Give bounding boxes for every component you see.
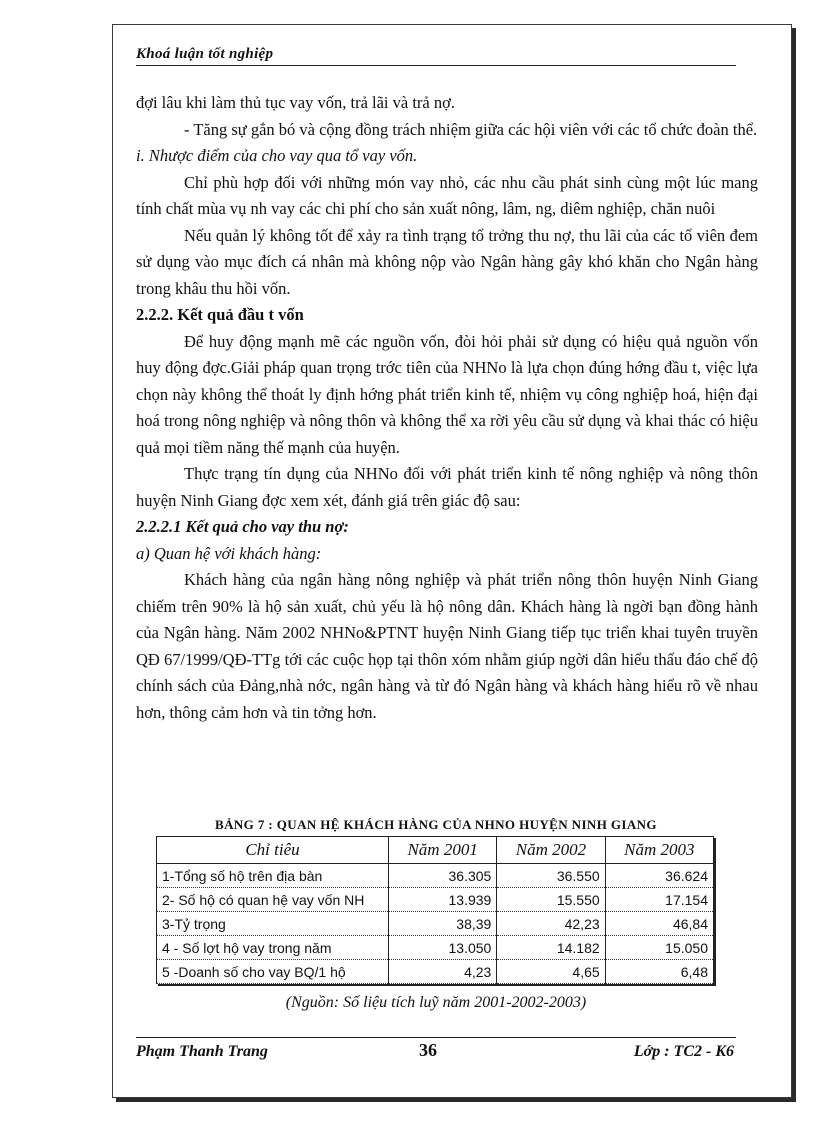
table-cell-value: 42,23 bbox=[497, 912, 605, 936]
table-row bbox=[157, 936, 714, 960]
table-header-cell: Năm 2002 bbox=[497, 837, 605, 864]
paragraph-7: Khách hàng của ngân hàng nông nghiệp và phát triển nông thôn huyện Ninh Giang chiếm trên 90% là hộ sản xuất, chủ yếu là hộ nông dân. Khách hàng là ngời bạn đồng hành của Ngân hàng. Năm 2002 NHNo&PTNT huyện Ninh Giang tiếp tục triển khai tuyên truyền QĐ 67/1999/QĐ-TTg tới các cuộc họp tại thôn xóm nhằm giúp ngời dân hiểu thấu đáo chế độ chính sách của Đảng,nhà nớc, ngân hàng và từ đó Ngân hàng và khách hàng hiểu rõ về nhau hơn, thông cảm hơn và tin tởng hơn. bbox=[136, 570, 758, 722]
table-cell-value: 4,65 bbox=[497, 960, 605, 984]
table-cell-label: 4 - Số lợt hộ vay trong năm bbox=[157, 936, 389, 960]
header-title: Khoá luận tốt nghiệp bbox=[136, 46, 274, 62]
paragraph-2: - Tăng sự gắn bó và cộng đồng trách nhiệm giữa các hội viên với các tổ chức đoàn thể. bbox=[184, 119, 758, 139]
subsection-disadvantages: i. Nhược điểm của cho vay qua tổ vay vốn. bbox=[136, 146, 418, 165]
subsection-customer-relations: a) Quan hệ với khách hàng: bbox=[136, 543, 322, 563]
header-divider bbox=[136, 65, 736, 66]
footer-author: Phạm Thanh Trang bbox=[136, 1043, 268, 1060]
table-header-row bbox=[157, 837, 714, 864]
table-cell-value: 15.050 bbox=[605, 936, 713, 960]
table-cell-label: 3-Tỷ trọng bbox=[157, 912, 389, 936]
table-cell-label: 5 -Doanh số cho vay BQ/1 hộ bbox=[157, 960, 389, 984]
table-header-cell: Năm 2001 bbox=[389, 837, 497, 864]
table-cell-value: 38,39 bbox=[389, 912, 497, 936]
section-heading-2-2-2-1: 2.2.2.1 Kết quả cho vay thu nợ: bbox=[136, 517, 349, 536]
paragraph-4: Nếu quản lý không tốt để xảy ra tình trạng tổ trởng thu nợ, thu lãi của các tổ viên đem sử dụng vào mục đích cá nhân mà không nộp vào Ngân hàng gây khó khăn cho Ngân hàng trong khâu thu hồi vốn. bbox=[136, 225, 758, 298]
table-header-cell: Chỉ tiêu bbox=[157, 837, 389, 864]
paragraph-6: Thực trạng tín dụng của NHNo đối với phát triển kinh tế nông nghiệp và nông thôn huyện Ninh Giang đợc xem xét, đánh giá trên giác độ sau: bbox=[136, 464, 758, 510]
table-cell-value: 4,23 bbox=[389, 960, 497, 984]
table-source-note: (Nguồn: Số liệu tích luỹ năm 2001-2002-2003) bbox=[285, 994, 587, 1011]
table-caption: BẢNG 7 : QUAN HỆ KHÁCH HÀNG CỦA NHNO HUYỆN NINH GIANG bbox=[215, 817, 657, 832]
table-cell-value: 6,48 bbox=[605, 960, 713, 984]
table-cell-value: 36.624 bbox=[605, 864, 713, 888]
table-row bbox=[157, 912, 714, 936]
table-row bbox=[157, 864, 714, 888]
table-cell-value: 17.154 bbox=[605, 888, 713, 912]
table-cell-value: 14.182 bbox=[497, 936, 605, 960]
table-row bbox=[157, 888, 714, 912]
table-cell-value: 36.305 bbox=[389, 864, 497, 888]
page-number: 36 bbox=[419, 1040, 437, 1060]
table-row bbox=[157, 960, 714, 984]
paragraph-1: đợi lâu khi làm thủ tục vay vốn, trả lãi và trả nợ. bbox=[136, 93, 455, 112]
table-header-cell: Năm 2003 bbox=[605, 837, 713, 864]
body-content bbox=[136, 90, 758, 726]
table-cell-label: 1-Tổng số hộ trên địa bàn bbox=[157, 864, 389, 888]
table-cell-value: 13.050 bbox=[389, 936, 497, 960]
footer-divider bbox=[136, 1037, 736, 1038]
table-cell-value: 46,84 bbox=[605, 912, 713, 936]
table-cell-value: 13.939 bbox=[389, 888, 497, 912]
customer-relations-table bbox=[156, 836, 714, 984]
footer-class-label: Lớp : TC2 - K6 bbox=[633, 1043, 734, 1060]
table-cell-label: 2- Số hộ có quan hệ vay vốn NH bbox=[157, 888, 389, 912]
table-cell-value: 15.550 bbox=[497, 888, 605, 912]
paragraph-5: Để huy động mạnh mẽ các nguồn vốn, đòi hỏi phải sử dụng có hiệu quả nguồn vốn huy động đợc.Giải pháp quan trọng trớc tiên của NHNo là lựa chọn đúng hớng đầu t, việc lựa chọn này không thể thoát ly định hớng phát triển kinh tế, nhiệm vụ công nghiệp hoá, hiện đại hoá trong nông nghiệp và nông thôn và không thể xa rời yêu cầu sử dụng và khai thác có hiệu quả mọi tiềm năng thế mạnh của huyện. bbox=[136, 331, 758, 457]
table-cell-value: 36.550 bbox=[497, 864, 605, 888]
section-heading-2-2-2: 2.2.2. Kết quả đầu t vốn bbox=[136, 305, 304, 324]
paragraph-3: Chỉ phù hợp đối với những món vay nhỏ, các nhu cầu phát sinh cùng một lúc mang tính chất mùa vụ nh vay các chi phí cho sản xuất nông, lâm, ng, diêm nghiệp, chăn nuôi bbox=[136, 172, 758, 218]
